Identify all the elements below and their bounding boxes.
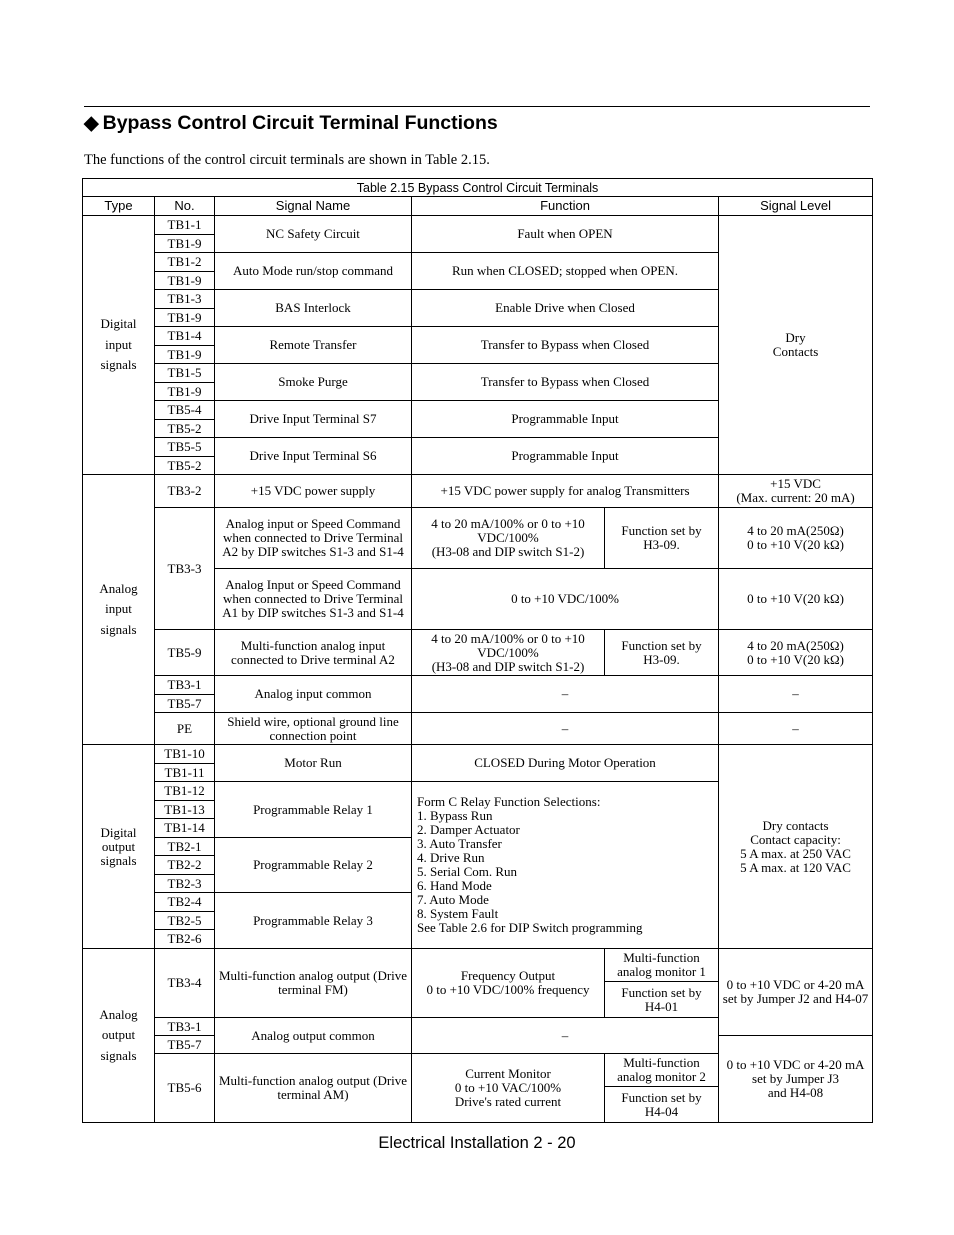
section-heading xyxy=(84,110,498,137)
table-caption: Table 2.15 Bypass Control Circuit Terminals xyxy=(83,179,873,197)
function: – xyxy=(412,1018,719,1054)
terminal-no: TB5-9 xyxy=(155,630,215,676)
signal-level: 0 to +10 VDC or 4-20 mA set by Jumper J2 and H4-07 xyxy=(719,949,873,1036)
terminal-no: TB5-6 xyxy=(155,1054,215,1123)
terminal-no: TB3-4 xyxy=(155,949,215,1018)
terminal-no: TB1-9 xyxy=(155,272,215,290)
header-function: Function xyxy=(412,197,719,216)
function: Programmable Input xyxy=(412,438,719,475)
signal-name: BAS Interlock xyxy=(215,290,412,327)
terminal-no: TB3-1 xyxy=(155,676,215,695)
terminal-no: TB1-9 xyxy=(155,383,215,401)
terminal-no: TB1-11 xyxy=(155,764,215,782)
signal-level: 4 to 20 mA(250Ω) 0 to +10 V(20 kΩ) xyxy=(719,508,873,569)
terminal-no: TB1-9 xyxy=(155,235,215,253)
signal-level: – xyxy=(719,676,873,713)
function-set: Function set by H4-04 xyxy=(605,1087,719,1123)
level-digital-output: Dry contacts Contact capacity: 5 A max. at 250 VAC 5 A max. at 120 VAC xyxy=(719,745,873,949)
signal-name: Drive Input Terminal S6 xyxy=(215,438,412,475)
function: Enable Drive when Closed xyxy=(412,290,719,327)
signal-level: 0 to +10 VDC or 4-20 mA set by Jumper J3 and H4-08 xyxy=(719,1036,873,1123)
signal-name: Auto Mode run/stop command xyxy=(215,253,412,290)
signal-name: Multi-function analog output (Drive terminal AM) xyxy=(215,1054,412,1123)
signal-name: Analog output common xyxy=(215,1018,412,1054)
header-type: Type xyxy=(83,197,155,216)
function: 0 to +10 VDC/100% xyxy=(412,569,719,630)
terminal-no: TB5-7 xyxy=(155,1036,215,1054)
terminal-no: TB1-5 xyxy=(155,364,215,383)
terminal-no: TB2-6 xyxy=(155,930,215,949)
signal-name: NC Safety Circuit xyxy=(215,216,412,253)
signal-name: Motor Run xyxy=(215,745,412,782)
type-analog-input: Analog input signals xyxy=(83,475,155,745)
terminal-no: TB3-2 xyxy=(155,475,215,508)
function: +15 VDC power supply for analog Transmitters xyxy=(412,475,719,508)
signal-name: Programmable Relay 2 xyxy=(215,838,412,893)
type-analog-output: Analog output signals xyxy=(83,949,155,1123)
header-signal-level: Signal Level xyxy=(719,197,873,216)
terminal-table xyxy=(82,178,873,1123)
monitor-label: Multi-function analog monitor 2 xyxy=(605,1054,719,1087)
signal-name: +15 VDC power supply xyxy=(215,475,412,508)
function: – xyxy=(412,676,719,713)
terminal-no: TB1-9 xyxy=(155,309,215,327)
function-note: Function set by H3-09. xyxy=(605,630,719,676)
terminal-no: TB5-7 xyxy=(155,695,215,713)
terminal-no: TB1-10 xyxy=(155,745,215,764)
function: Run when CLOSED; stopped when OPEN. xyxy=(412,253,719,290)
signal-name: Shield wire, optional ground line connection point xyxy=(215,713,412,745)
signal-name: Analog input common xyxy=(215,676,412,713)
terminal-no: TB5-5 xyxy=(155,438,215,457)
terminal-no: TB1-12 xyxy=(155,782,215,801)
signal-level: 0 to +10 V(20 kΩ) xyxy=(719,569,873,630)
signal-level: 4 to 20 mA(250Ω) 0 to +10 V(20 kΩ) xyxy=(719,630,873,676)
signal-level: – xyxy=(719,713,873,745)
type-digital-output: Digital output signals xyxy=(83,745,155,949)
terminal-no: TB2-5 xyxy=(155,912,215,930)
terminal-no: TB5-4 xyxy=(155,401,215,420)
signal-name: Remote Transfer xyxy=(215,327,412,364)
header-no: No. xyxy=(155,197,215,216)
terminal-no: TB1-1 xyxy=(155,216,215,235)
terminal-no: TB1-9 xyxy=(155,346,215,364)
terminal-no: TB1-2 xyxy=(155,253,215,272)
terminal-no: TB2-4 xyxy=(155,893,215,912)
terminal-no: TB5-2 xyxy=(155,457,215,475)
terminal-no: TB2-2 xyxy=(155,856,215,875)
terminal-no: TB1-13 xyxy=(155,801,215,819)
function: Transfer to Bypass when Closed xyxy=(412,327,719,364)
section-title: Bypass Control Circuit Terminal Functions xyxy=(102,112,498,134)
monitor-label: Multi-function analog monitor 1 xyxy=(605,949,719,982)
terminal-no: TB5-2 xyxy=(155,420,215,438)
function-set: Function set by H4-01 xyxy=(605,982,719,1018)
terminal-no: TB1-4 xyxy=(155,327,215,346)
terminal-no: TB2-3 xyxy=(155,875,215,893)
signal-name: Programmable Relay 3 xyxy=(215,893,412,949)
diamond-bullet-icon: ◆ xyxy=(84,113,99,134)
signal-name: Smoke Purge xyxy=(215,364,412,401)
page-footer: Electrical Installation 2 - 20 xyxy=(378,1134,576,1152)
terminal-no: TB3-3 xyxy=(155,508,215,630)
function: Transfer to Bypass when Closed xyxy=(412,364,719,401)
header-rule xyxy=(84,106,870,107)
signal-name: Multi-function analog input connected to Drive terminal A2 xyxy=(215,630,412,676)
level-digital-input: Dry Contacts xyxy=(719,216,873,475)
terminal-no: TB3-1 xyxy=(155,1018,215,1036)
function: Programmable Input xyxy=(412,401,719,438)
intro-text: The functions of the control circuit terminals are shown in Table 2.15. xyxy=(84,152,490,168)
function-note: Function set by H3-09. xyxy=(605,508,719,569)
signal-name: Multi-function analog output (Drive terminal FM) xyxy=(215,949,412,1018)
function: 4 to 20 mA/100% or 0 to +10 VDC/100% (H3-08 and DIP switch S1-2) xyxy=(412,630,605,676)
terminal-no: TB1-14 xyxy=(155,819,215,838)
function: 4 to 20 mA/100% or 0 to +10 VDC/100% (H3-08 and DIP switch S1-2) xyxy=(412,508,605,569)
terminal-no: TB2-1 xyxy=(155,838,215,856)
signal-level: +15 VDC (Max. current: 20 mA) xyxy=(719,475,873,508)
function: CLOSED During Motor Operation xyxy=(412,745,719,782)
signal-name: Analog Input or Speed Command when connected to Drive Terminal A1 by DIP switches S1-3 and S1-4 xyxy=(215,569,412,630)
function: Fault when OPEN xyxy=(412,216,719,253)
function: – xyxy=(412,713,719,745)
header-signal-name: Signal Name xyxy=(215,197,412,216)
type-digital-input: Digital input signals xyxy=(83,216,155,475)
signal-name: Drive Input Terminal S7 xyxy=(215,401,412,438)
function: Current Monitor 0 to +10 VAC/100% Drive's rated current xyxy=(412,1054,605,1123)
signal-name: Programmable Relay 1 xyxy=(215,782,412,838)
terminal-no: TB1-3 xyxy=(155,290,215,309)
relay-function-list: Form C Relay Function Selections: 1. Bypass Run 2. Damper Actuator 3. Auto Transfer 4. Drive Run 5. Serial Com. Run 6. Hand Mode 7. Auto Mode 8. System Fault See Table 2.6 for DIP Switch programming xyxy=(412,782,719,949)
function: Frequency Output 0 to +10 VDC/100% frequency xyxy=(412,949,605,1018)
signal-name: Analog input or Speed Command when connected to Drive Terminal A2 by DIP switches S1-3 and S1-4 xyxy=(215,508,412,569)
terminal-no: PE xyxy=(155,713,215,745)
